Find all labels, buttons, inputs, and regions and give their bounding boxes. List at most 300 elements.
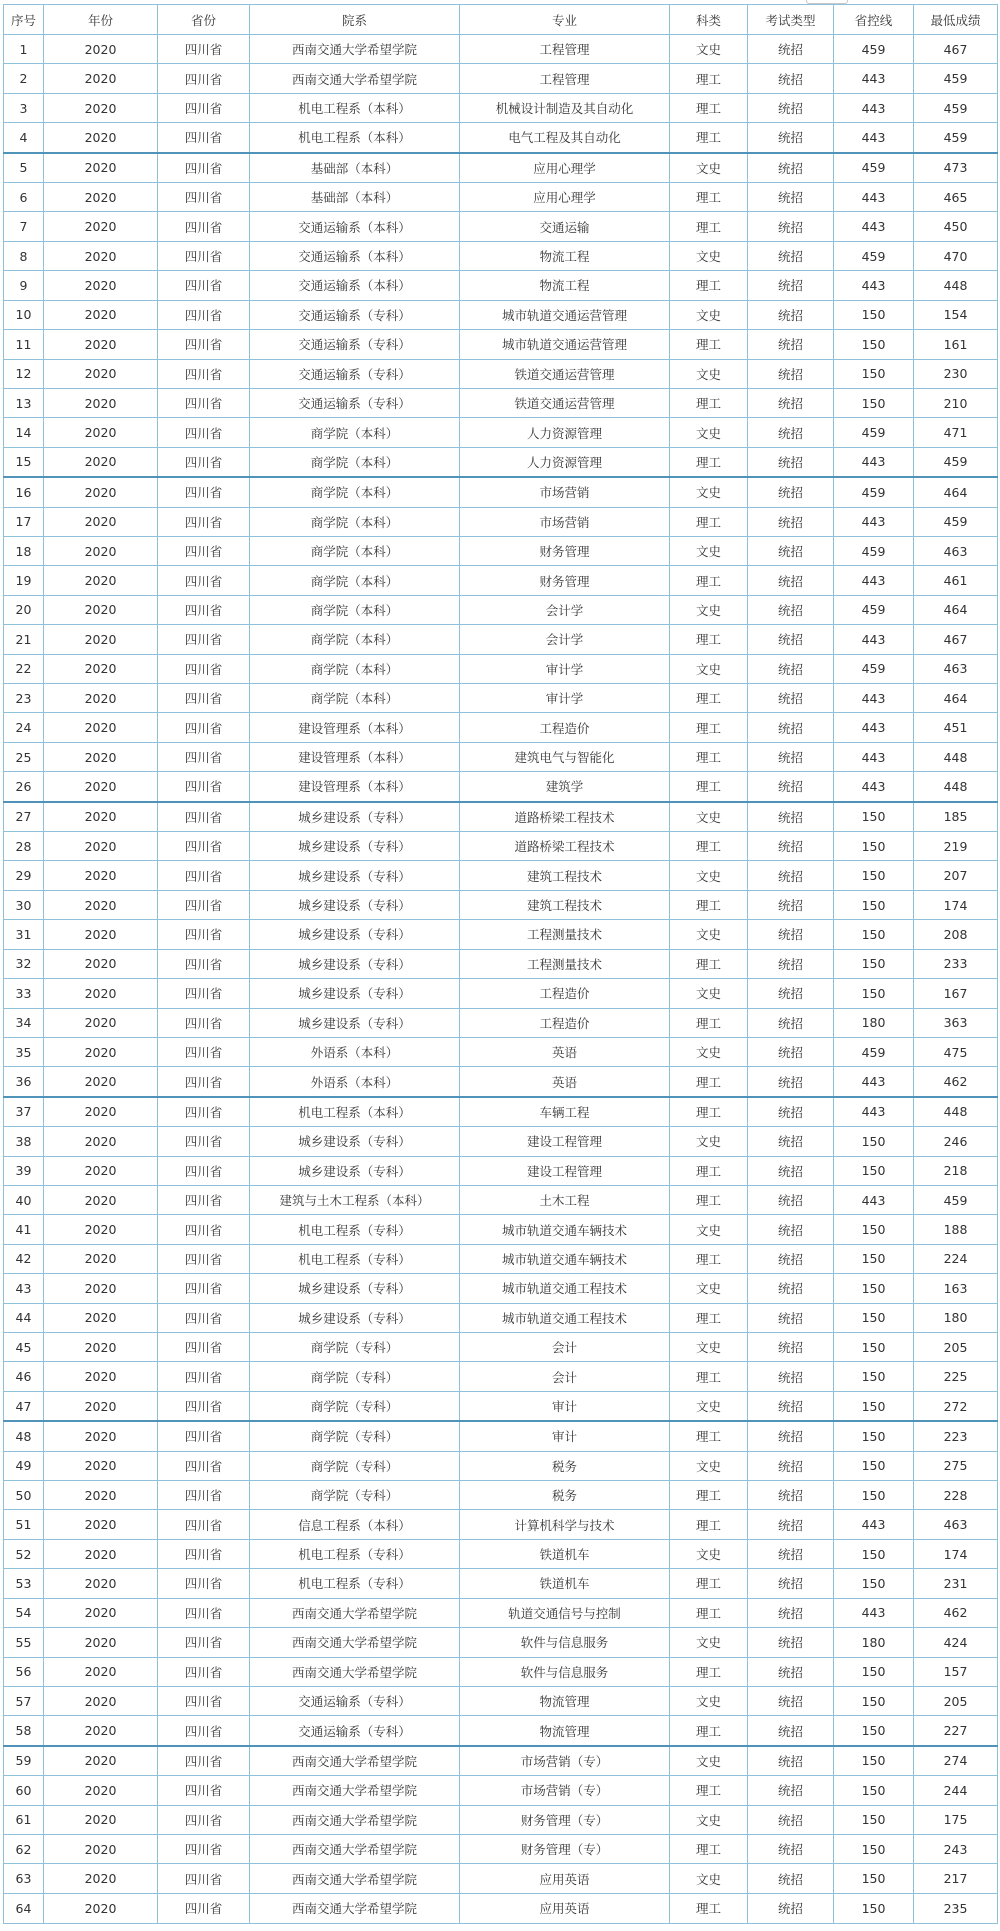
table-header-row — [4, 5, 998, 35]
cell-department: 城乡建设系（专科） — [250, 979, 460, 1008]
cell-exam-type: 统招 — [748, 566, 834, 595]
cell-province: 四川省 — [158, 832, 250, 861]
cell-major: 市场营销 — [460, 477, 670, 507]
cell-control-line: 150 — [834, 979, 914, 1008]
cell-department: 西南交通大学希望学院 — [250, 1657, 460, 1686]
cell-index: 38 — [4, 1127, 44, 1156]
cell-department: 西南交通大学希望学院 — [250, 1864, 460, 1893]
cell-category: 文史 — [670, 477, 748, 507]
cell-major: 软件与信息服务 — [460, 1657, 670, 1686]
table-row — [4, 447, 998, 477]
cell-category: 理工 — [670, 949, 748, 978]
cell-major: 建筑学 — [460, 772, 670, 802]
table-row — [4, 1303, 998, 1332]
column-header-min-score: 最低成绩 — [914, 5, 998, 35]
cell-department: 商学院（专科） — [250, 1421, 460, 1451]
cell-index: 27 — [4, 802, 44, 832]
cell-province: 四川省 — [158, 1008, 250, 1037]
cell-category: 理工 — [670, 1657, 748, 1686]
cell-category: 理工 — [670, 123, 748, 153]
cell-exam-type: 统招 — [748, 1657, 834, 1686]
cell-exam-type: 统招 — [748, 359, 834, 388]
cell-province: 四川省 — [158, 1481, 250, 1510]
cell-exam-type: 统招 — [748, 979, 834, 1008]
cell-control-line: 150 — [834, 802, 914, 832]
cell-major: 铁道交通运营管理 — [460, 359, 670, 388]
cell-year: 2020 — [44, 536, 158, 565]
cell-category: 文史 — [670, 1746, 748, 1776]
cell-index: 11 — [4, 330, 44, 359]
cell-exam-type: 统招 — [748, 802, 834, 832]
cell-control-line: 150 — [834, 359, 914, 388]
cell-major: 财务管理（专） — [460, 1805, 670, 1834]
cell-exam-type: 统招 — [748, 300, 834, 329]
cell-category: 理工 — [670, 1244, 748, 1273]
cell-exam-type: 统招 — [748, 330, 834, 359]
cell-index: 53 — [4, 1569, 44, 1598]
cell-category: 理工 — [670, 1067, 748, 1097]
cell-index: 32 — [4, 949, 44, 978]
cell-major: 物流管理 — [460, 1716, 670, 1746]
cell-index: 43 — [4, 1274, 44, 1303]
cell-department: 机电工程系（本科） — [250, 123, 460, 153]
cell-index: 18 — [4, 536, 44, 565]
table-row — [4, 153, 998, 183]
column-header-control-line: 省控线 — [834, 5, 914, 35]
cell-min-score: 461 — [914, 566, 998, 595]
cell-major: 市场营销 — [460, 507, 670, 536]
cell-province: 四川省 — [158, 271, 250, 300]
cell-control-line: 150 — [834, 1421, 914, 1451]
cell-min-score: 467 — [914, 35, 998, 64]
cell-province: 四川省 — [158, 1362, 250, 1391]
cell-category: 文史 — [670, 1864, 748, 1893]
cell-category: 文史 — [670, 1274, 748, 1303]
cell-control-line: 150 — [834, 1893, 914, 1923]
cell-control-line: 150 — [834, 1303, 914, 1332]
cell-min-score: 459 — [914, 507, 998, 536]
cell-department: 机电工程系（专科） — [250, 1539, 460, 1568]
cell-control-line: 443 — [834, 684, 914, 713]
cell-control-line: 443 — [834, 183, 914, 212]
cell-exam-type: 统招 — [748, 536, 834, 565]
cell-min-score: 272 — [914, 1391, 998, 1421]
cell-major: 审计 — [460, 1391, 670, 1421]
cell-department: 商学院（专科） — [250, 1333, 460, 1362]
cell-province: 四川省 — [158, 123, 250, 153]
cell-exam-type: 统招 — [748, 35, 834, 64]
cell-province: 四川省 — [158, 1421, 250, 1451]
column-header-category: 科类 — [670, 5, 748, 35]
cell-year: 2020 — [44, 1391, 158, 1421]
cell-department: 机电工程系（本科） — [250, 93, 460, 122]
cell-min-score: 223 — [914, 1421, 998, 1451]
table-row — [4, 1215, 998, 1244]
cell-exam-type: 统招 — [748, 183, 834, 212]
cell-min-score: 157 — [914, 1657, 998, 1686]
cell-control-line: 150 — [834, 1686, 914, 1715]
cell-category: 文史 — [670, 595, 748, 624]
table-row — [4, 802, 998, 832]
cell-major: 建设工程管理 — [460, 1156, 670, 1185]
cell-province: 四川省 — [158, 890, 250, 919]
cell-control-line: 459 — [834, 241, 914, 270]
cell-exam-type: 统招 — [748, 1451, 834, 1480]
cell-department: 商学院（本科） — [250, 418, 460, 447]
cell-exam-type: 统招 — [748, 507, 834, 536]
cell-year: 2020 — [44, 271, 158, 300]
cell-index: 7 — [4, 212, 44, 241]
cell-index: 5 — [4, 153, 44, 183]
cell-min-score: 161 — [914, 330, 998, 359]
table-row — [4, 1628, 998, 1657]
cell-control-line: 459 — [834, 477, 914, 507]
cell-index: 54 — [4, 1598, 44, 1627]
cell-major: 工程管理 — [460, 35, 670, 64]
cell-min-score: 471 — [914, 418, 998, 447]
cell-category: 文史 — [670, 979, 748, 1008]
cell-control-line: 150 — [834, 388, 914, 417]
cell-province: 四川省 — [158, 330, 250, 359]
table-row — [4, 212, 998, 241]
cell-category: 理工 — [670, 1362, 748, 1391]
cell-index: 6 — [4, 183, 44, 212]
cell-department: 交通运输系（本科） — [250, 271, 460, 300]
cell-control-line: 150 — [834, 832, 914, 861]
cell-index: 36 — [4, 1067, 44, 1097]
cell-category: 理工 — [670, 1598, 748, 1627]
cell-major: 人力资源管理 — [460, 447, 670, 477]
cell-index: 49 — [4, 1451, 44, 1480]
cell-index: 64 — [4, 1893, 44, 1923]
cell-index: 3 — [4, 93, 44, 122]
cell-min-score: 230 — [914, 359, 998, 388]
table-row — [4, 507, 998, 536]
table-row — [4, 271, 998, 300]
cell-department: 西南交通大学希望学院 — [250, 1776, 460, 1805]
cell-department: 商学院（专科） — [250, 1391, 460, 1421]
cell-province: 四川省 — [158, 1215, 250, 1244]
cell-major: 车辆工程 — [460, 1097, 670, 1127]
cell-min-score: 424 — [914, 1628, 998, 1657]
cell-major: 会计学 — [460, 595, 670, 624]
cell-control-line: 150 — [834, 1716, 914, 1746]
cell-exam-type: 统招 — [748, 1805, 834, 1834]
cell-department: 外语系（本科） — [250, 1037, 460, 1066]
cell-min-score: 218 — [914, 1156, 998, 1185]
cell-year: 2020 — [44, 1274, 158, 1303]
cell-exam-type: 统招 — [748, 1362, 834, 1391]
cell-control-line: 150 — [834, 300, 914, 329]
cell-control-line: 443 — [834, 1185, 914, 1214]
cell-major: 物流管理 — [460, 1686, 670, 1715]
cell-major: 城市轨道交通工程技术 — [460, 1274, 670, 1303]
table-row — [4, 93, 998, 122]
cell-category: 文史 — [670, 1127, 748, 1156]
cell-major: 物流工程 — [460, 241, 670, 270]
table-row — [4, 684, 998, 713]
cell-category: 理工 — [670, 1303, 748, 1332]
cell-index: 8 — [4, 241, 44, 270]
cell-exam-type: 统招 — [748, 1303, 834, 1332]
cell-min-score: 174 — [914, 1539, 998, 1568]
cell-category: 文史 — [670, 920, 748, 949]
cell-index: 10 — [4, 300, 44, 329]
cell-exam-type: 统招 — [748, 93, 834, 122]
cell-category: 文史 — [670, 153, 748, 183]
cell-major: 交通运输 — [460, 212, 670, 241]
cell-index: 15 — [4, 447, 44, 477]
table-row — [4, 536, 998, 565]
cell-province: 四川省 — [158, 35, 250, 64]
table-row — [4, 418, 998, 447]
cell-min-score: 462 — [914, 1598, 998, 1627]
cell-department: 西南交通大学希望学院 — [250, 64, 460, 93]
cell-department: 建设管理系（本科） — [250, 742, 460, 771]
cell-department: 城乡建设系（专科） — [250, 1156, 460, 1185]
cell-category: 理工 — [670, 1569, 748, 1598]
column-header-province: 省份 — [158, 5, 250, 35]
cell-province: 四川省 — [158, 64, 250, 93]
cell-major: 财务管理（专） — [460, 1834, 670, 1863]
cell-category: 理工 — [670, 183, 748, 212]
table-row — [4, 1893, 998, 1923]
cell-province: 四川省 — [158, 772, 250, 802]
cell-index: 51 — [4, 1510, 44, 1539]
cell-province: 四川省 — [158, 1746, 250, 1776]
cell-exam-type: 统招 — [748, 595, 834, 624]
cell-index: 55 — [4, 1628, 44, 1657]
cell-year: 2020 — [44, 477, 158, 507]
cell-index: 9 — [4, 271, 44, 300]
cell-category: 理工 — [670, 1008, 748, 1037]
cell-year: 2020 — [44, 359, 158, 388]
cell-province: 四川省 — [158, 1097, 250, 1127]
cell-exam-type: 统招 — [748, 1127, 834, 1156]
cell-category: 理工 — [670, 1716, 748, 1746]
cell-year: 2020 — [44, 566, 158, 595]
cell-min-score: 275 — [914, 1451, 998, 1480]
cell-index: 16 — [4, 477, 44, 507]
cell-department: 城乡建设系（专科） — [250, 832, 460, 861]
cell-control-line: 150 — [834, 1864, 914, 1893]
cell-major: 工程测量技术 — [460, 949, 670, 978]
cell-index: 48 — [4, 1421, 44, 1451]
column-header-major: 专业 — [460, 5, 670, 35]
cell-major: 城市轨道交通车辆技术 — [460, 1244, 670, 1273]
cell-category: 理工 — [670, 772, 748, 802]
cell-year: 2020 — [44, 1746, 158, 1776]
cell-major: 电气工程及其自动化 — [460, 123, 670, 153]
cell-control-line: 150 — [834, 949, 914, 978]
cell-year: 2020 — [44, 684, 158, 713]
cell-category: 理工 — [670, 566, 748, 595]
cell-min-score: 207 — [914, 861, 998, 890]
cell-exam-type: 统招 — [748, 1156, 834, 1185]
cell-index: 50 — [4, 1481, 44, 1510]
cell-index: 19 — [4, 566, 44, 595]
cell-exam-type: 统招 — [748, 1776, 834, 1805]
table-row — [4, 772, 998, 802]
cell-exam-type: 统招 — [748, 949, 834, 978]
cell-index: 35 — [4, 1037, 44, 1066]
cell-department: 西南交通大学希望学院 — [250, 1598, 460, 1627]
cell-year: 2020 — [44, 1067, 158, 1097]
cell-year: 2020 — [44, 1185, 158, 1214]
cell-major: 物流工程 — [460, 271, 670, 300]
column-header-department: 院系 — [250, 5, 460, 35]
cell-category: 理工 — [670, 625, 748, 654]
cell-province: 四川省 — [158, 241, 250, 270]
cell-year: 2020 — [44, 388, 158, 417]
cell-year: 2020 — [44, 93, 158, 122]
cell-min-score: 463 — [914, 536, 998, 565]
cell-control-line: 459 — [834, 1037, 914, 1066]
cell-department: 商学院（本科） — [250, 507, 460, 536]
cell-control-line: 443 — [834, 713, 914, 742]
cell-category: 理工 — [670, 1510, 748, 1539]
cell-department: 建筑与土木工程系（本科） — [250, 1185, 460, 1214]
cell-exam-type: 统招 — [748, 832, 834, 861]
cell-department: 商学院（本科） — [250, 447, 460, 477]
cell-year: 2020 — [44, 861, 158, 890]
cell-exam-type: 统招 — [748, 1539, 834, 1568]
table-row — [4, 920, 998, 949]
cell-province: 四川省 — [158, 93, 250, 122]
cell-year: 2020 — [44, 35, 158, 64]
cell-department: 机电工程系（专科） — [250, 1215, 460, 1244]
cell-exam-type: 统招 — [748, 1686, 834, 1715]
cell-department: 交通运输系（专科） — [250, 359, 460, 388]
cell-min-score: 363 — [914, 1008, 998, 1037]
cell-control-line: 443 — [834, 625, 914, 654]
table-row — [4, 388, 998, 417]
cell-category: 理工 — [670, 1834, 748, 1863]
cell-min-score: 235 — [914, 1893, 998, 1923]
table-row — [4, 1156, 998, 1185]
cell-exam-type: 统招 — [748, 447, 834, 477]
cell-major: 英语 — [460, 1037, 670, 1066]
cell-min-score: 228 — [914, 1481, 998, 1510]
table-row — [4, 890, 998, 919]
table-row — [4, 1686, 998, 1715]
cell-year: 2020 — [44, 1215, 158, 1244]
cell-index: 44 — [4, 1303, 44, 1332]
cell-index: 52 — [4, 1539, 44, 1568]
table-row — [4, 1805, 998, 1834]
cell-exam-type: 统招 — [748, 418, 834, 447]
cell-min-score: 464 — [914, 684, 998, 713]
cell-min-score: 450 — [914, 212, 998, 241]
cell-province: 四川省 — [158, 183, 250, 212]
cell-exam-type: 统招 — [748, 1391, 834, 1421]
cell-exam-type: 统招 — [748, 64, 834, 93]
cell-year: 2020 — [44, 123, 158, 153]
cell-control-line: 150 — [834, 1156, 914, 1185]
cell-major: 机械设计制造及其自动化 — [460, 93, 670, 122]
cell-major: 财务管理 — [460, 536, 670, 565]
cell-index: 2 — [4, 64, 44, 93]
cell-category: 文史 — [670, 1628, 748, 1657]
cell-category: 理工 — [670, 1185, 748, 1214]
cell-min-score: 154 — [914, 300, 998, 329]
cell-index: 1 — [4, 35, 44, 64]
table-row — [4, 1776, 998, 1805]
table-row — [4, 1716, 998, 1746]
cell-province: 四川省 — [158, 802, 250, 832]
cell-province: 四川省 — [158, 536, 250, 565]
table-row — [4, 1864, 998, 1893]
cell-index: 30 — [4, 890, 44, 919]
table-row — [4, 861, 998, 890]
cell-min-score: 274 — [914, 1746, 998, 1776]
cell-category: 理工 — [670, 742, 748, 771]
cell-exam-type: 统招 — [748, 1893, 834, 1923]
cell-year: 2020 — [44, 1097, 158, 1127]
cell-control-line: 150 — [834, 1451, 914, 1480]
cell-index: 57 — [4, 1686, 44, 1715]
cell-year: 2020 — [44, 1539, 158, 1568]
cell-year: 2020 — [44, 1333, 158, 1362]
cell-exam-type: 统招 — [748, 772, 834, 802]
cell-province: 四川省 — [158, 684, 250, 713]
cell-province: 四川省 — [158, 1274, 250, 1303]
cell-major: 铁道交通运营管理 — [460, 388, 670, 417]
cell-province: 四川省 — [158, 1834, 250, 1863]
cell-major: 财务管理 — [460, 566, 670, 595]
cell-year: 2020 — [44, 1686, 158, 1715]
cell-year: 2020 — [44, 1776, 158, 1805]
cell-category: 理工 — [670, 1481, 748, 1510]
cell-department: 城乡建设系（专科） — [250, 802, 460, 832]
cell-index: 62 — [4, 1834, 44, 1863]
cell-department: 城乡建设系（专科） — [250, 1127, 460, 1156]
column-header-year: 年份 — [44, 5, 158, 35]
cell-exam-type: 统招 — [748, 742, 834, 771]
cell-department: 外语系（本科） — [250, 1067, 460, 1097]
cell-category: 理工 — [670, 388, 748, 417]
cell-min-score: 462 — [914, 1067, 998, 1097]
cell-department: 建设管理系（本科） — [250, 713, 460, 742]
cell-exam-type: 统招 — [748, 1097, 834, 1127]
cell-category: 文史 — [670, 536, 748, 565]
cell-province: 四川省 — [158, 920, 250, 949]
table-row — [4, 1391, 998, 1421]
cell-year: 2020 — [44, 1716, 158, 1746]
cell-exam-type: 统招 — [748, 1569, 834, 1598]
cell-year: 2020 — [44, 1127, 158, 1156]
cell-year: 2020 — [44, 241, 158, 270]
cell-index: 47 — [4, 1391, 44, 1421]
table-row — [4, 1244, 998, 1273]
cell-index: 46 — [4, 1362, 44, 1391]
cell-min-score: 163 — [914, 1274, 998, 1303]
table-row — [4, 1362, 998, 1391]
cell-control-line: 150 — [834, 1362, 914, 1391]
cell-control-line: 443 — [834, 566, 914, 595]
cell-province: 四川省 — [158, 713, 250, 742]
cell-min-score: 475 — [914, 1037, 998, 1066]
table-row — [4, 949, 998, 978]
cell-department: 商学院（本科） — [250, 477, 460, 507]
table-row — [4, 1274, 998, 1303]
cell-exam-type: 统招 — [748, 212, 834, 241]
cell-major: 轨道交通信号与控制 — [460, 1598, 670, 1627]
cell-exam-type: 统招 — [748, 1244, 834, 1273]
cell-year: 2020 — [44, 418, 158, 447]
cell-department: 机电工程系（专科） — [250, 1244, 460, 1273]
cell-major: 城市轨道交通车辆技术 — [460, 1215, 670, 1244]
